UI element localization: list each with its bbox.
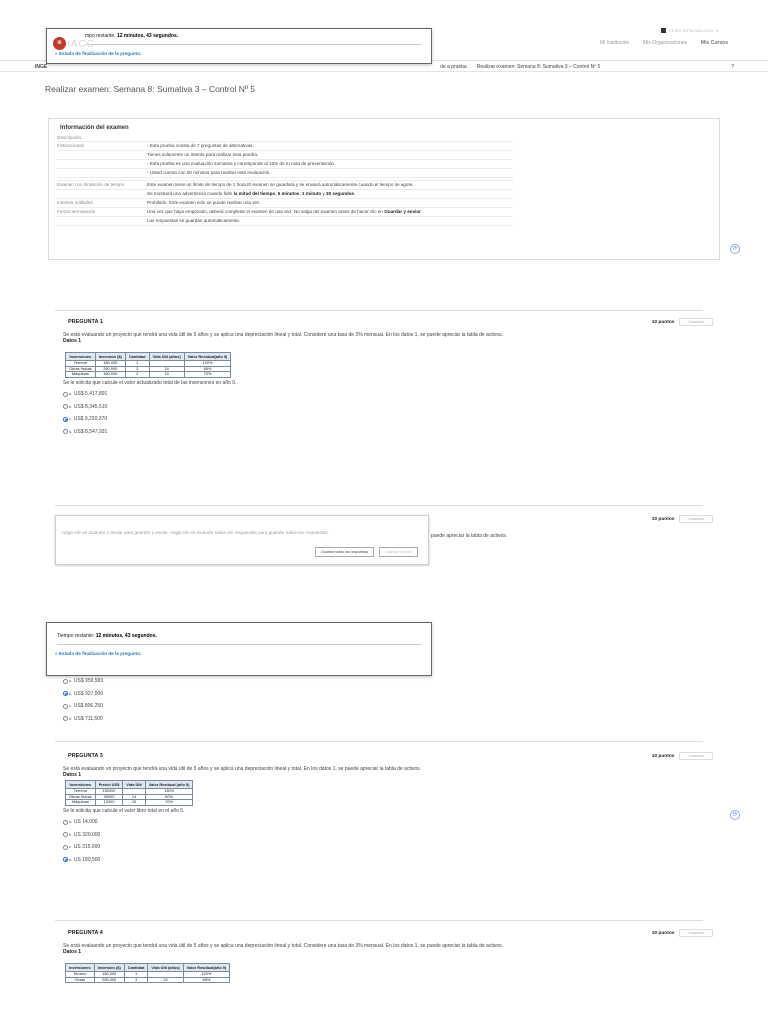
table-cell: 250,000 [95, 366, 125, 372]
timer-panel [46, 28, 432, 64]
answer-option[interactable] [63, 713, 713, 726]
table-header-cell: Inversión ($) [95, 353, 125, 361]
exam-info-value: - Esta prueba consta de 7 preguntas de alternativas, [147, 143, 254, 148]
table-cell: 120% [183, 972, 230, 978]
table-cell: 180,000 [95, 361, 125, 367]
radio-icon[interactable] [63, 404, 68, 409]
table-cell: 3 [125, 366, 149, 372]
table-cell: 160,000 [95, 372, 125, 378]
question-2 [55, 673, 713, 725]
data-label: Datos 1 [63, 772, 82, 779]
table-header-cell: Cantidad [124, 964, 148, 972]
option-letter: b. [69, 404, 72, 409]
radio-selected-icon[interactable] [63, 857, 68, 862]
answer-options [63, 388, 713, 438]
question-text: Se está evaluando un proyecto que tendrá una vida útil de 5 años y se aplica una depreciación lineal y total. En los datos 1, se puede apreciar la tabla de activos. [63, 766, 422, 772]
points-label: 10 puntos [651, 930, 675, 936]
option-letter: a. [69, 820, 72, 825]
option-letter: d. [69, 857, 72, 862]
data-label: Datos 1 [63, 338, 82, 345]
table-cell: Obras físicas [66, 366, 96, 372]
save-all-button[interactable]: Guardar todas las respuestas [315, 547, 374, 557]
table-cell: 120% [184, 361, 231, 367]
option-label: US 14.000 [73, 819, 98, 826]
radio-selected-icon[interactable] [63, 691, 68, 696]
saved-badge: Guardado [679, 515, 713, 523]
question-title: PREGUNTA 1 [68, 319, 103, 325]
completion-status-link[interactable]: » Estado de finalización de la pregunta: [55, 651, 142, 656]
table-header-cell: Cantidad [125, 353, 149, 361]
answer-options [63, 675, 713, 725]
exam-info-value: Este examen tiene un límite de tiempo de 1 hora.El examen se guardará y se enviará automáticamente cuando el tiempo se agote. [147, 182, 414, 187]
exam-info-row [57, 142, 513, 151]
table-header-cell: Vida Útil (años) [149, 353, 184, 361]
question-points [652, 318, 713, 326]
exam-info-key [57, 217, 147, 225]
option-label: US$ 806,250 [73, 703, 103, 710]
question-divider [55, 310, 703, 311]
time-remaining: mpo restante: 12 minutos, 43 segundos. [85, 33, 179, 39]
radio-selected-icon[interactable] [63, 417, 68, 422]
answer-option[interactable] [63, 400, 713, 413]
radio-icon[interactable] [63, 845, 68, 850]
exam-info-key: Forzar terminación [57, 209, 96, 214]
option-letter: a. [69, 392, 72, 397]
user-menu[interactable] [661, 28, 718, 33]
table-cell: 12000 [95, 800, 123, 806]
exam-info-row [57, 208, 513, 217]
table-cell: Obras [66, 977, 95, 983]
exam-info-key: Descripción [57, 135, 81, 140]
exam-info-title: Información del examen [60, 125, 129, 131]
logo-watermark: IACC [67, 39, 95, 50]
table-header-cell: Valor Residual(año 5) [183, 964, 230, 972]
breadcrumb-course[interactable]: INGE [35, 64, 48, 70]
exam-info-key [57, 169, 147, 177]
page-title: Realizar examen: Semana 8: Sumativa 3 – Control Nº 5 [45, 84, 256, 94]
radio-icon[interactable] [63, 832, 68, 837]
exam-info-key: Intentos múltiples [57, 200, 93, 205]
option-label: US$ 711,500 [73, 715, 103, 722]
saved-badge: Guardado [679, 929, 713, 937]
save-and-submit-button[interactable]: Guardar y enviar [379, 547, 418, 557]
option-label: US$ 8,547,931 [73, 428, 108, 435]
table-header-cell: Valor Residual (año 5) [145, 781, 193, 789]
exam-info-value: - Esta prueba es una evaluación sumativa y corresponde al 10% de tu nota de presentación. [147, 161, 336, 166]
option-letter: b. [69, 832, 72, 837]
exam-info-value: Prohibido. Este examen solo se puede realizar una vez. [147, 200, 261, 205]
user-name: KRISS TAPIA GALLEGA [669, 28, 713, 33]
radio-icon[interactable] [63, 392, 68, 397]
screenshot-top [0, 22, 768, 567]
table-cell: 60% [145, 794, 193, 800]
save-instructions: Haga clic en Guardar y enviar para guardar y enviar. Haga clic en Guardar todas las respuestas para guardar todas las respuestas. [62, 530, 330, 535]
table-cell: 250,000 [94, 977, 124, 983]
table-cell: 70% [184, 372, 231, 378]
nav-mis-cursos[interactable]: Mis Cursos [701, 40, 728, 46]
answer-option[interactable] [63, 841, 713, 854]
assets-table [65, 780, 193, 806]
table-cell: Máquinas [66, 372, 96, 378]
breadcrumb-item[interactable]: de a prueba [440, 64, 467, 70]
table-row [66, 800, 193, 806]
answer-option[interactable] [63, 425, 713, 438]
table-cell: 65% [184, 366, 231, 372]
option-label: US 180,500 [73, 856, 101, 863]
question-4 [55, 928, 713, 985]
table-cell: 14 [123, 794, 146, 800]
radio-icon[interactable] [63, 704, 68, 709]
radio-icon[interactable] [63, 716, 68, 721]
option-letter: a. [69, 679, 72, 684]
table-cell: Terreno [66, 361, 96, 367]
save-panel [55, 515, 429, 565]
table-cell: 24 [148, 977, 183, 983]
question-divider [55, 505, 703, 506]
table-header-cell: Vida Útil [123, 781, 146, 789]
exam-info-row [57, 151, 513, 160]
table-cell: 65% [183, 977, 230, 983]
answer-option[interactable] [63, 413, 713, 426]
exam-info-key [57, 151, 147, 159]
table-cell: 1 [125, 361, 149, 367]
question-points [652, 929, 713, 937]
table-cell: 2 [125, 372, 149, 378]
option-label: US$ 8,345,510 [73, 403, 108, 410]
table-cell: 15 [123, 800, 146, 806]
option-label: US 320.000 [73, 831, 101, 838]
exam-info-key: Instrucciones [57, 143, 85, 148]
answer-option[interactable] [63, 388, 713, 401]
answer-options [63, 816, 713, 866]
exam-info-value: - Usted cuenta con 60 minutos para realizar esta evaluación. [147, 170, 271, 175]
saved-badge: Guardado [679, 318, 713, 326]
assets-table [65, 963, 230, 983]
table-header-cell: Valor Residual(año 5) [184, 353, 231, 361]
option-letter: b. [69, 691, 72, 696]
points-label: 10 puntos [651, 516, 675, 522]
table-cell: Terreno [66, 789, 96, 795]
exam-info-row [57, 190, 513, 199]
option-letter: d. [69, 716, 72, 721]
points-label: 10 puntos [651, 753, 675, 759]
help-icon[interactable]: ? [731, 64, 734, 70]
exam-info-row [57, 160, 513, 169]
chevron-down-icon: ▾ [715, 28, 718, 33]
question-points [652, 515, 713, 523]
option-letter: c. [69, 417, 72, 422]
table-cell: 3 [124, 977, 148, 983]
option-label: US$ 9,220,370 [73, 416, 108, 423]
table-cell: 150000 [95, 789, 123, 795]
feedback-icon[interactable]: ⟳ [730, 244, 740, 254]
logo-icon: iii [53, 37, 66, 50]
exam-info-row [57, 169, 513, 178]
user-avatar-icon [661, 28, 666, 33]
question-divider [55, 920, 703, 921]
exam-info-table [57, 134, 711, 226]
radio-icon[interactable] [63, 820, 68, 825]
nav-mis-organizaciones[interactable]: Mis Organizaciones [643, 40, 688, 46]
exam-info-value [147, 134, 513, 141]
table-cell: 35000 [95, 794, 123, 800]
answer-option[interactable] [63, 688, 713, 701]
answer-option[interactable] [63, 816, 713, 829]
question-prompt: Se le solicita que calcule el valor libro total en el año 5. [63, 807, 185, 814]
nav-mi-institucion[interactable]: Mi Institución [599, 40, 630, 46]
exam-info-row [57, 199, 513, 208]
option-label: US$ 959,583 [73, 678, 104, 685]
exam-info-value: Se mostrará una advertencia cuando falte la mitad del tiempo, 5 minutos, 1 minuto y 30 segundos. [147, 191, 356, 196]
option-label: US$ 927,500 [73, 690, 104, 697]
table-cell: 180,000 [94, 972, 124, 978]
question-text: Se está evaluando un proyecto que tendrá una vida útil de 5 años y se aplica una depreciación lineal y total. Considere una tasa de 3% mensual. En los datos 1, se puede apreciar la tabla de activos. [63, 943, 504, 949]
table-cell: Terreno [66, 972, 95, 978]
exam-info-value [147, 178, 513, 180]
table-cell: 70% [145, 800, 193, 806]
answer-option[interactable] [63, 700, 713, 713]
exam-info-panel [48, 118, 720, 260]
table-header-cell: Vida Útil (años) [148, 964, 183, 972]
top-nav [600, 40, 728, 46]
table-header-cell: Inversiones [66, 353, 96, 361]
table-cell: 1 [124, 972, 148, 978]
saved-badge: Guardado [679, 752, 713, 760]
radio-icon[interactable] [63, 429, 68, 434]
exam-info-key [57, 178, 147, 180]
exam-info-key: Examen con limitación de tiempo [57, 182, 125, 187]
question-prompt: Se le solicita que calcule el valor actualizado total de las inversiones en año 0. [63, 379, 237, 386]
question-3 [55, 751, 713, 866]
table-header-cell: Inversión ($) [94, 964, 124, 972]
option-label: US 315.000 [73, 844, 101, 851]
question-text: Se está evaluando un proyecto que tendrá una vida útil de 5 años y se aplica una depreciación lineal y total. Considere una tasa de 3% mensual. En los datos 1, se puede apreciar la tabla de activos. [63, 332, 504, 338]
table-cell: Máquinas [66, 800, 96, 806]
time-remaining: Tiempo restante: 12 minutos, 43 segundos. [57, 633, 157, 639]
table-row [66, 372, 231, 378]
option-label: US$ 5,417,891 [73, 391, 108, 398]
table-header-cell: Inversiones [66, 964, 95, 972]
answer-option[interactable] [63, 675, 713, 688]
completion-status-link[interactable]: » Estado de finalización de la pregunta: [55, 51, 142, 56]
table-cell: 24 [149, 366, 184, 372]
exam-info-value: Las respuestas se guardan automáticamente. [147, 218, 241, 223]
table-cell: 130% [145, 789, 193, 795]
question-divider [55, 741, 703, 742]
data-label: Datos 1 [63, 949, 82, 956]
screenshot-bottom [0, 620, 768, 1024]
timer-panel [46, 622, 432, 676]
exam-info-key [57, 160, 147, 168]
table-cell: Obras físicas [66, 794, 96, 800]
option-letter: c. [69, 845, 72, 850]
table-row [66, 977, 230, 983]
question-2-text-partial: puede apreciar la tabla de activos. [431, 533, 508, 539]
exam-info-value: Tienes solamente un intento para realizar esta prueba. [147, 152, 259, 157]
answer-option[interactable] [63, 828, 713, 841]
exam-info-value: Una vez que haya empezado, deberá completar el examen de una vez. No salga del examen antes de hacer clic en Guardar y enviar. [147, 209, 423, 214]
table-header-cell: Inversiones [66, 781, 96, 789]
question-title: PREGUNTA 3 [68, 753, 103, 759]
option-letter: c. [69, 704, 72, 709]
answer-option[interactable] [63, 853, 713, 866]
question-1 [55, 317, 713, 438]
option-letter: d. [69, 429, 72, 434]
radio-icon[interactable] [63, 679, 68, 684]
exam-info-key [57, 190, 147, 198]
exam-info-row [57, 181, 513, 190]
table-cell: 15 [149, 372, 184, 378]
assets-table [65, 352, 231, 378]
table-header-cell: Precio US$ [95, 781, 123, 789]
exam-info-row [57, 217, 513, 226]
question-title: PREGUNTA 4 [68, 930, 103, 936]
points-label: 10 puntos [651, 319, 675, 325]
feedback-icon[interactable]: ⟳ [730, 810, 740, 820]
question-points [652, 752, 713, 760]
breadcrumb-current: Realizar examen: Semana 8: Sumativa 3 – Control Nº 5 [476, 64, 601, 70]
exam-info-row [57, 134, 513, 142]
